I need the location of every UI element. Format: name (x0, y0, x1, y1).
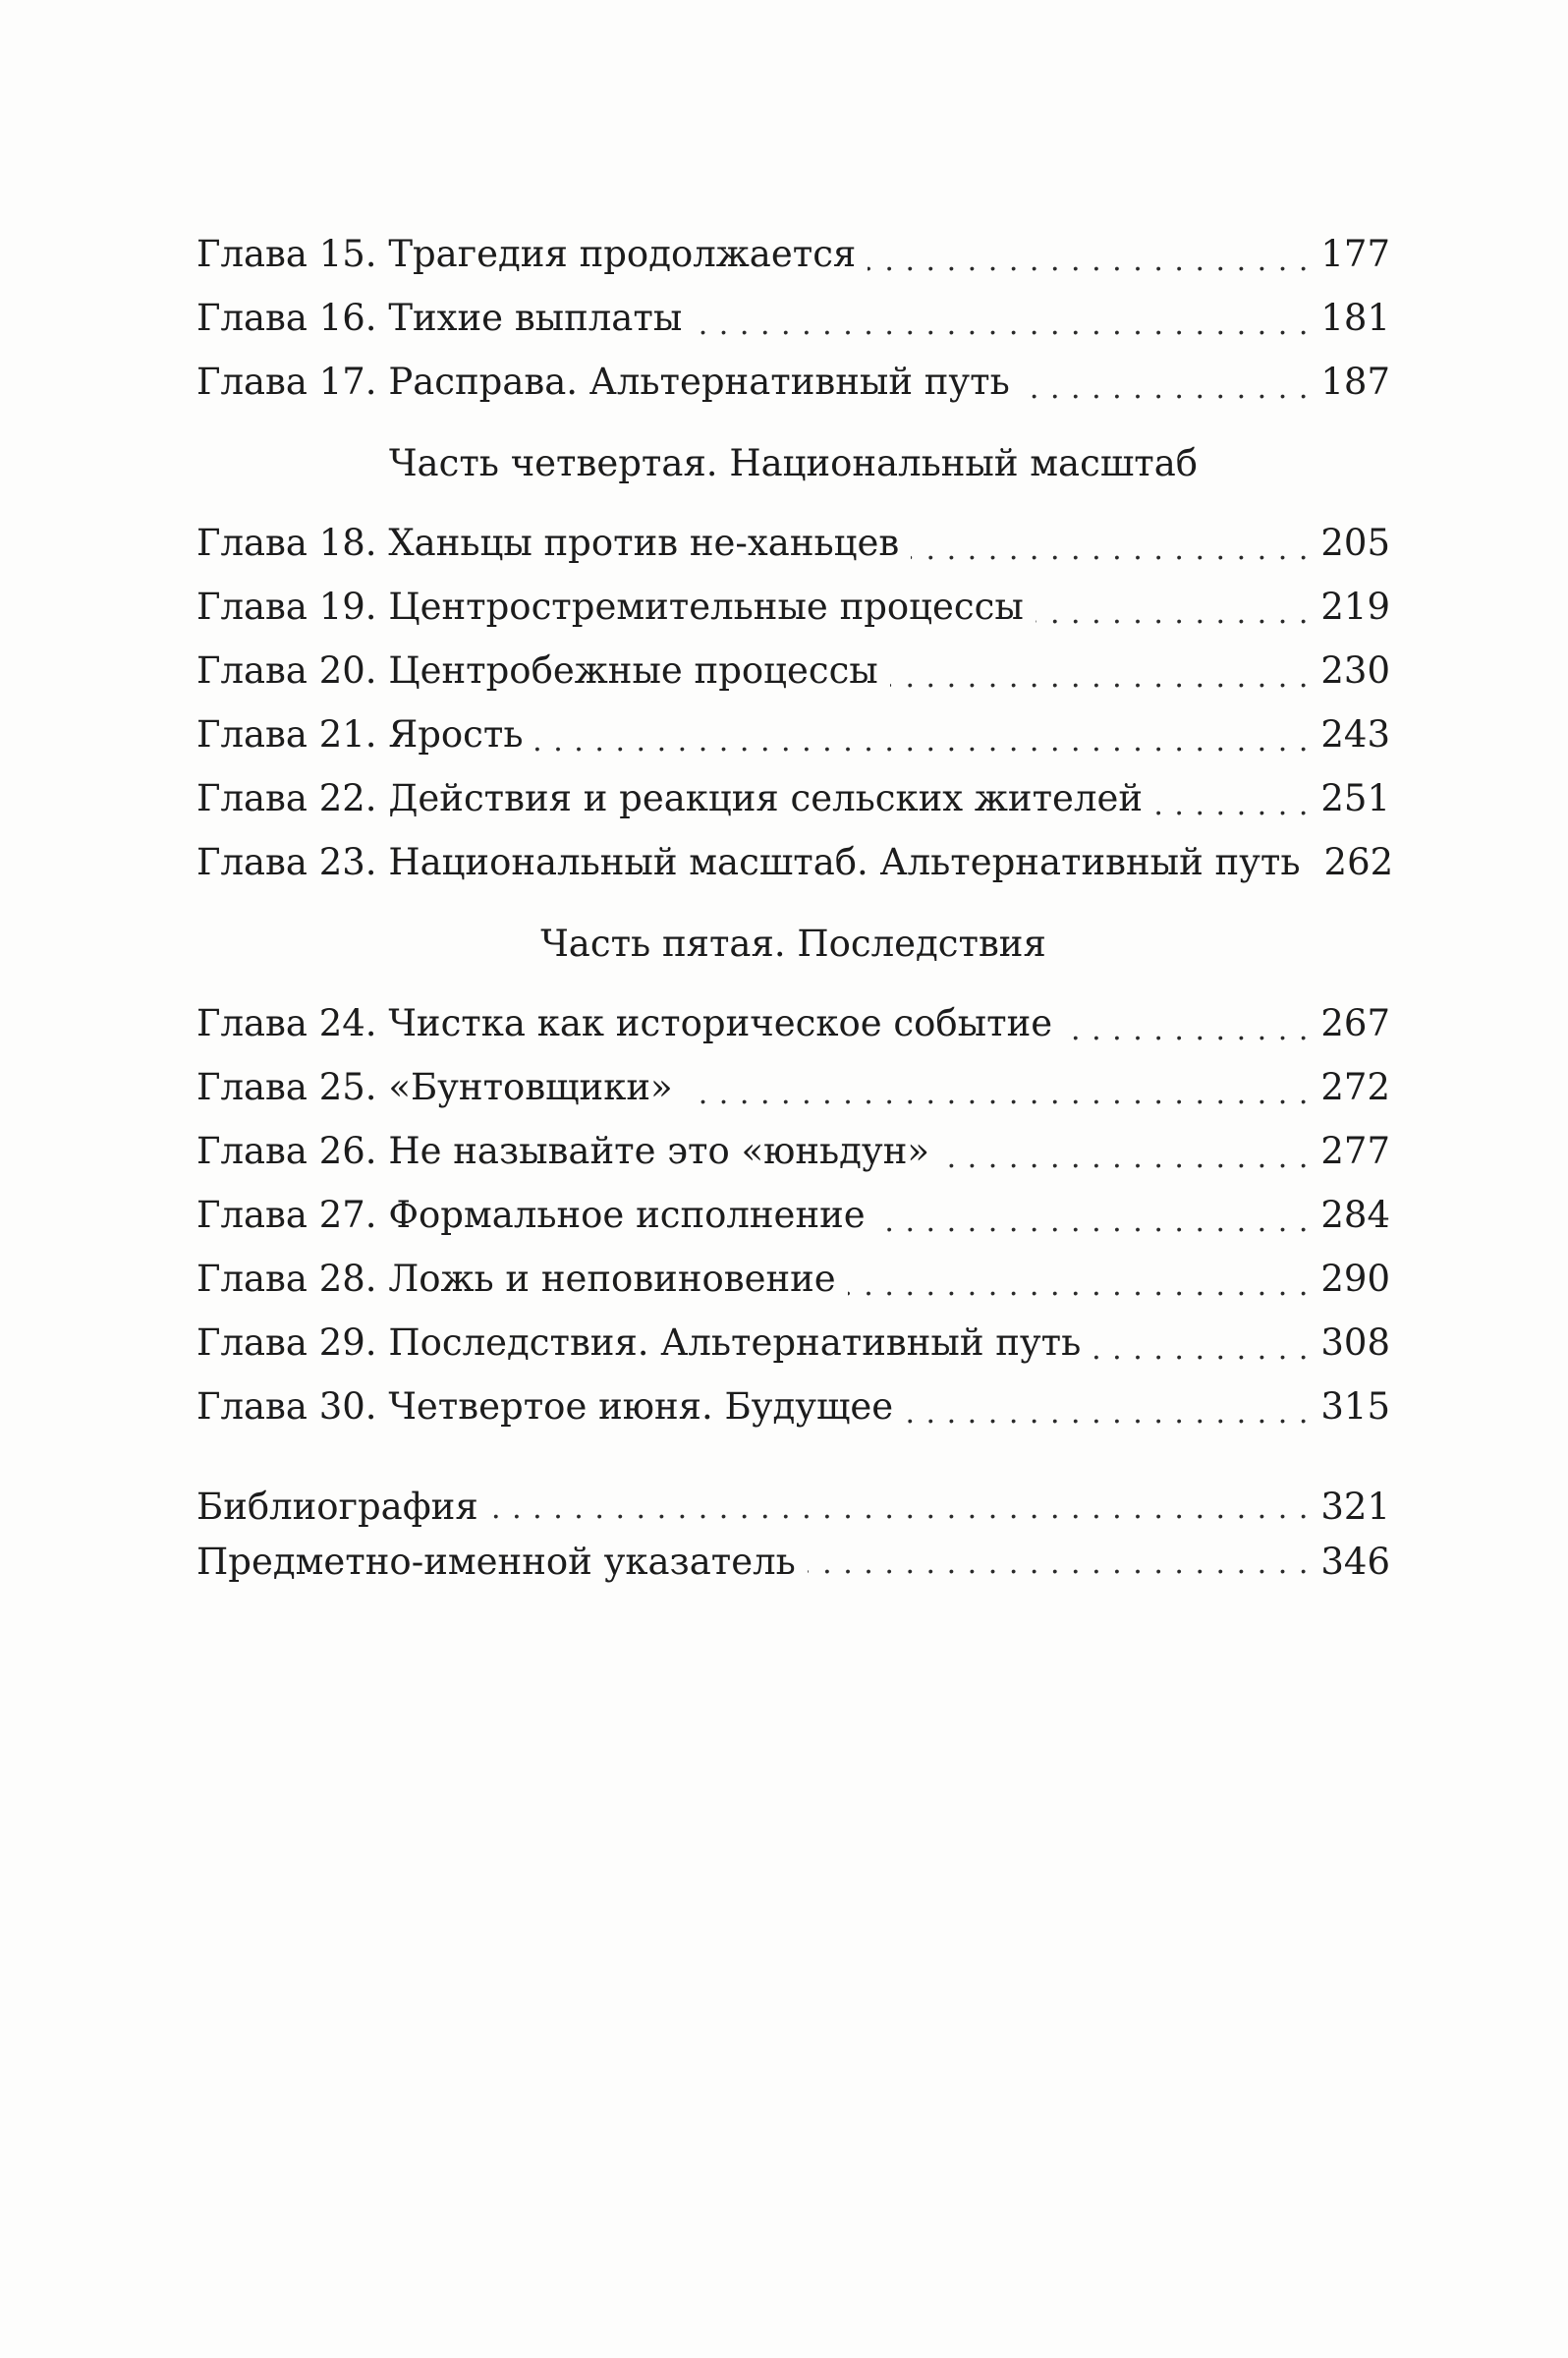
toc-entry-title: Глава 19. Центростремительные процессы (196, 586, 1024, 628)
toc-entry[interactable] (196, 575, 1390, 639)
dot-leader (694, 316, 1309, 336)
toc-entry-title: Глава 27. Формальное исполнение (196, 1194, 866, 1236)
toc-entry-page: 230 (1320, 649, 1390, 692)
toc-entry-title: Глава 17. Расправа. Альтернативный путь (196, 361, 1010, 403)
toc-entry-title: Глава 26. Не называйте это «юньдун» (196, 1130, 929, 1172)
toc-entry-page: 243 (1320, 713, 1390, 756)
toc-entry-title: Глава 25. «Бунтовщики» (196, 1066, 673, 1108)
table-of-contents (196, 222, 1394, 1590)
toc-entry-title: Глава 22. Действия и реакция сельских жителей (196, 777, 1144, 819)
toc-entry-page: 284 (1320, 1194, 1390, 1236)
dot-leader (1022, 380, 1310, 400)
toc-entry-page: 181 (1320, 297, 1390, 339)
dot-leader (848, 1277, 1310, 1297)
toc-entry-title: Глава 16. Тихие выплаты (196, 297, 683, 339)
part-heading: Часть пятая. Последствия (540, 923, 1046, 965)
dot-leader (877, 1213, 1310, 1233)
toc-entry[interactable] (196, 639, 1390, 702)
toc-entry-title: Глава 23. Национальный масштаб. Альтернативный путь (196, 841, 1301, 883)
toc-entry-title: Глава 15. Трагедия продолжается (196, 233, 857, 275)
toc-entry[interactable] (196, 1247, 1390, 1311)
toc-entry-page: 251 (1320, 777, 1390, 819)
toc-entry-title: Предметно-именной указатель (196, 1541, 796, 1583)
toc-entry-page: 277 (1320, 1130, 1390, 1172)
dot-leader (941, 1150, 1309, 1169)
toc-entry[interactable] (196, 991, 1390, 1055)
toc-entry-title: Библиография (196, 1486, 478, 1528)
toc-entry-title: Глава 20. Центробежные процессы (196, 649, 878, 692)
toc-entry-page: 267 (1320, 1002, 1390, 1044)
dot-leader (905, 1405, 1309, 1425)
dot-leader (1036, 605, 1310, 625)
dot-leader (1154, 797, 1309, 816)
dot-leader (808, 1560, 1310, 1580)
toc-entry-page: 321 (1320, 1486, 1390, 1528)
toc-entry[interactable] (196, 1375, 1390, 1438)
toc-entry[interactable] (196, 511, 1390, 575)
toc-entry[interactable] (196, 222, 1390, 286)
toc-entry[interactable] (196, 1119, 1390, 1183)
toc-entry[interactable] (196, 1311, 1390, 1375)
dot-leader (535, 733, 1310, 753)
toc-entry-title: Глава 30. Четвертое июня. Будущее (196, 1385, 894, 1428)
toc-entry-title: Глава 24. Чистка как историческое событие (196, 1002, 1053, 1044)
toc-entry-page: 346 (1320, 1541, 1390, 1583)
dot-leader (1064, 1022, 1309, 1041)
spacer (196, 1438, 1390, 1480)
toc-entry-title: Глава 29. Последствия. Альтернативный путь (196, 1321, 1082, 1364)
dot-leader (868, 253, 1309, 272)
toc-entry-title: Глава 18. Ханьцы против не-ханьцев (196, 522, 900, 564)
toc-entry[interactable] (196, 766, 1390, 830)
part-heading: Часть четвертая. Национальный масштаб (388, 442, 1199, 484)
toc-entry[interactable] (196, 830, 1394, 894)
dot-leader (685, 1086, 1310, 1105)
toc-entry-page: 308 (1320, 1321, 1390, 1364)
dot-leader (890, 669, 1310, 689)
toc-entry[interactable] (196, 702, 1390, 766)
toc-entry-page: 187 (1320, 361, 1390, 403)
toc-entry-page: 177 (1320, 233, 1390, 275)
toc-entry-page: 205 (1320, 522, 1390, 564)
toc-entry[interactable] (196, 1535, 1390, 1590)
toc-entry-title: Глава 21. Ярость (196, 713, 524, 756)
toc-entry[interactable] (196, 286, 1390, 350)
toc-entry-page: 272 (1320, 1066, 1390, 1108)
toc-entry-page: 315 (1320, 1385, 1390, 1428)
toc-entry-page: 219 (1320, 586, 1390, 628)
toc-entry-page: 290 (1320, 1258, 1390, 1300)
toc-entry-page: 262 (1323, 841, 1394, 883)
toc-entry[interactable] (196, 350, 1390, 414)
toc-entry[interactable] (196, 1055, 1390, 1119)
dot-leader (1092, 1341, 1309, 1361)
dot-leader (911, 541, 1309, 561)
dot-leader (490, 1505, 1310, 1525)
toc-entry[interactable] (196, 1183, 1390, 1247)
toc-entry[interactable] (196, 1480, 1390, 1535)
toc-entry-title: Глава 28. Ложь и неповиновение (196, 1258, 836, 1300)
